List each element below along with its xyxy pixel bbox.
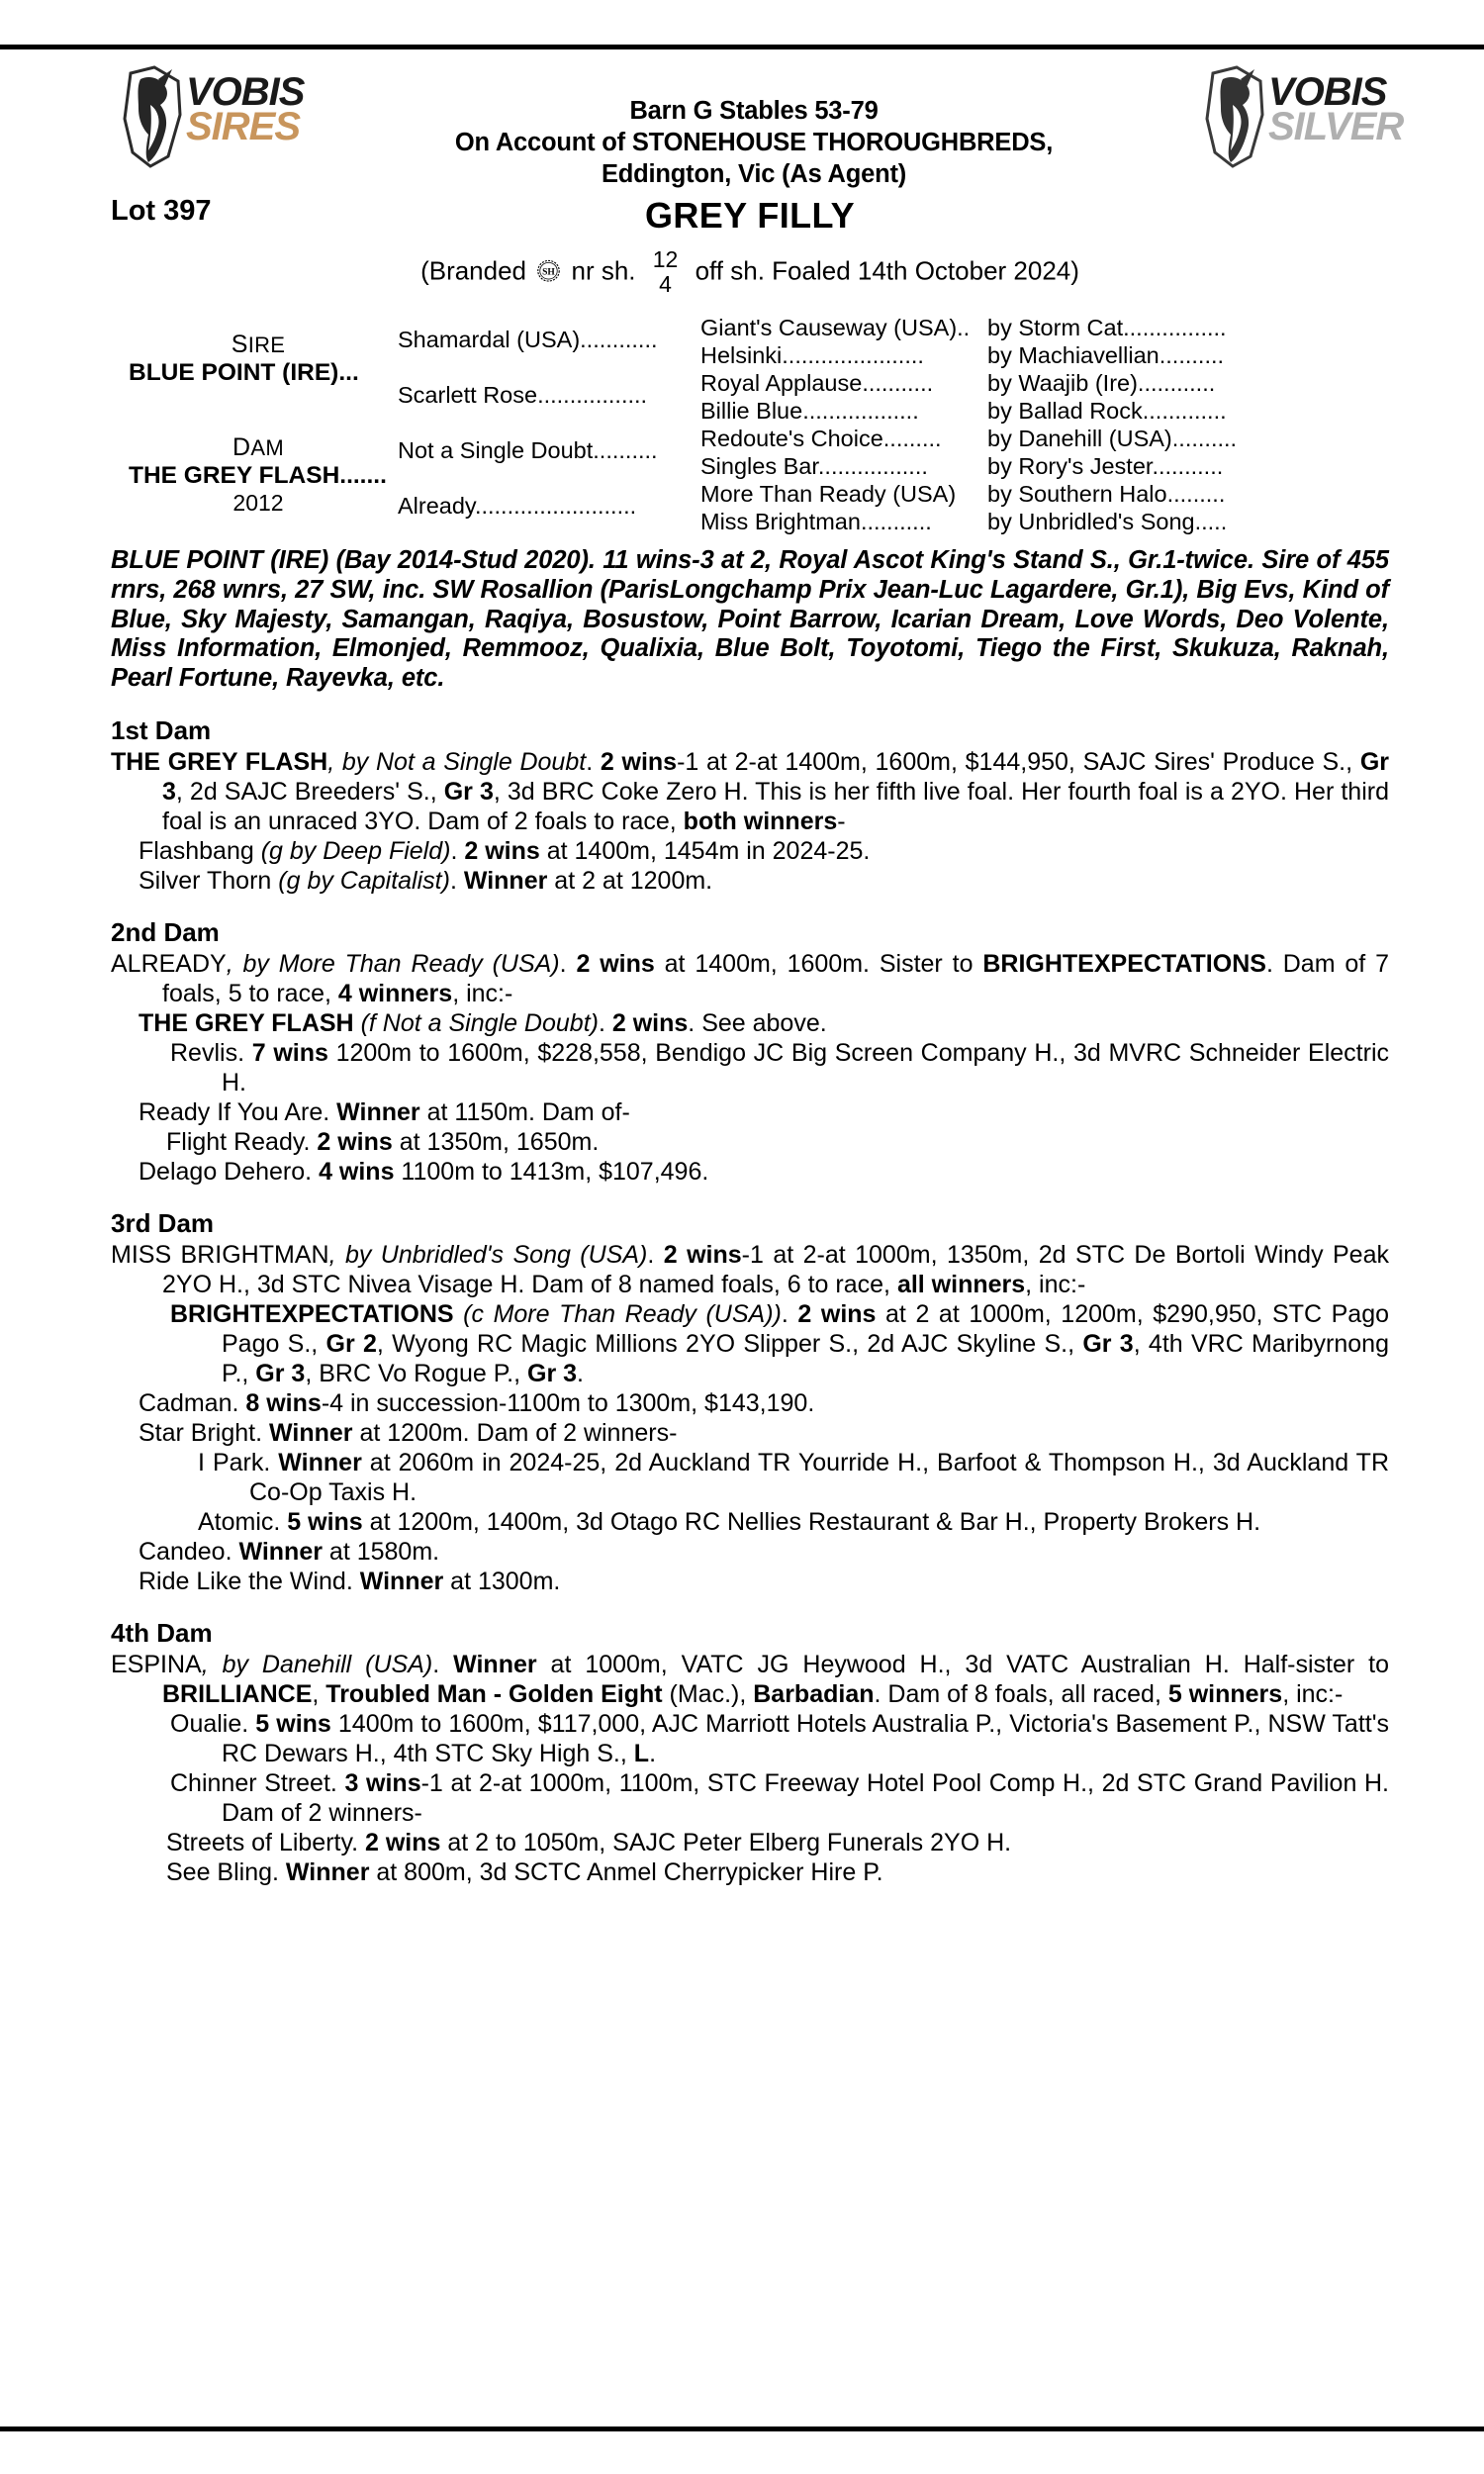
gen3-name: Miss Brightman........... — [700, 509, 932, 534]
brand-frac-denominator: 4 — [659, 271, 672, 297]
vobis-horse-mark-icon — [121, 65, 186, 168]
progeny-line: Chinner Street. 3 wins-1 at 2-at 1000m, 1100m, STC Freeway Hotel Pool Comp H., 2d STC Grand Pavilion H. Dam of 2 winners- — [170, 1769, 1390, 1828]
progeny-line: THE GREY FLASH (f Not a Single Doubt). 2 wins. See above. — [139, 1009, 827, 1038]
progeny-line: Ride Like the Wind. Winner at 1300m. — [139, 1568, 561, 1596]
pedigree-gen3-row — [700, 398, 1393, 426]
progeny-line: Silver Thorn (g by Capitalist). Winner at 2 at 1200m. — [139, 867, 713, 896]
top-divider-rule — [0, 45, 1484, 49]
sire-role-label: SIRE — [231, 331, 286, 358]
page-content — [111, 59, 1404, 1887]
second-dam-heading: 2nd Dam — [111, 917, 220, 948]
gen3-by: by Unbridled's Song..... — [987, 509, 1228, 534]
pedigree-gen3-row — [700, 370, 1393, 398]
brand-prefix: (Branded — [420, 255, 527, 286]
gen3-by: by Waajib (Ire)............ — [987, 370, 1216, 396]
lot-number: Lot 397 — [111, 195, 212, 227]
logo-word-sires: SIRES — [186, 105, 301, 149]
pedigree-gen3-row — [700, 426, 1393, 453]
progeny-line: Atomic. 5 wins at 1200m, 1400m, 3d Otago RC Nellies Restaurant & Bar H., Property Brokers H. — [198, 1508, 1261, 1537]
location-line: Eddington, Vic (As Agent) — [601, 160, 907, 189]
pedigree-gen3-row — [700, 481, 1393, 509]
fourth-dam-main: ESPINA, by Danehill (USA). Winner at 1000m, VATC JG Heywood H., 3d VATC Australian H. Half-sister to BRILLIANCE, Troubled Man - Golden Eight (Mac.), Barbadian. Dam of 8 foals, all raced, 5 winners, inc:- — [111, 1651, 1389, 1709]
pedigree-gen2-dam-dam: Already......................... — [398, 493, 637, 519]
progeny-line: Candeo. Winner at 1580m. — [139, 1538, 440, 1567]
pedigree-gen3-column — [700, 315, 1393, 536]
gen3-name: Royal Applause........... — [700, 370, 934, 396]
pedigree-table — [111, 305, 1389, 538]
progeny-line: Star Bright. Winner at 1200m. Dam of 2 winners- — [139, 1419, 678, 1448]
gen3-name: Helsinki...................... — [700, 342, 924, 368]
pedigree-dam-block — [129, 433, 388, 517]
fourth-dam-heading: 4th Dam — [111, 1618, 213, 1649]
pedigree-gen3-row — [700, 315, 1393, 342]
page-title: GREY FILLY — [644, 195, 856, 236]
progeny-line: Flashbang (g by Deep Field). 2 wins at 1400m, 1454m in 2024-25. — [139, 837, 871, 866]
gen3-by: by Ballad Rock............. — [987, 398, 1227, 424]
progeny-line: BRIGHTEXPECTATIONS (c More Than Ready (USA)). 2 wins at 2 at 1000m, 1200m, $290,950, STC Pago Pago S., Gr 2, Wyong RC Magic Millions 2YO Slipper S., 2d AJC Skyline S., Gr 3, 4th VRC Maribyrnong P., Gr 3, BRC Vo Rogue P., Gr 3. — [170, 1300, 1390, 1388]
brand-description-line — [111, 247, 1389, 299]
pedigree-sire-block — [129, 331, 388, 387]
gen3-by: by Storm Cat................ — [987, 315, 1227, 340]
account-line: On Account of STONEHOUSE THOROUGHBREDS, — [454, 129, 1054, 157]
gen3-by: by Rory's Jester........... — [987, 453, 1224, 479]
gen3-name: Billie Blue.................. — [700, 398, 919, 424]
logo-word-silver: SILVER — [1268, 105, 1404, 149]
sire-name: BLUE POINT (IRE)... — [129, 359, 359, 386]
logo-word-vobis: VOBIS — [186, 70, 305, 114]
pedigree-gen3-row — [700, 342, 1393, 370]
pedigree-gen2-dam-sire: Not a Single Doubt.......... — [398, 437, 658, 463]
pedigree-gen2-sire-sire: Shamardal (USA)............ — [398, 327, 658, 352]
barn-line: Barn G Stables 53-79 — [629, 97, 879, 125]
first-dam-main: THE GREY FLASH, by Not a Single Doubt. 2 wins-1 at 2-at 1400m, 1600m, $144,950, SAJC Sires' Produce S., Gr 3, 2d SAJC Breeders' S., Gr 3, 3d BRC Coke Zero H. This is her fifth live foal. Her fourth foal is a 2YO. Her third foal is an unraced 3YO. Dam of 2 foals to race, both winners- — [111, 748, 1389, 836]
third-dam-main: MISS BRIGHTMAN, by Unbridled's Song (USA). 2 wins-1 at 2-at 1000m, 1350m, 2d STC De Bortoli Windy Peak 2YO H., 3d STC Nivea Visage H. Dam of 8 named foals, 6 to race, all winners, inc:- — [111, 1241, 1389, 1299]
gen3-by: by Southern Halo......... — [987, 481, 1226, 507]
progeny-line: Streets of Liberty. 2 wins at 2 to 1050m, SAJC Peter Elberg Funerals 2YO H. — [166, 1829, 1012, 1857]
brand-frac-numerator: 12 — [652, 246, 679, 272]
third-dam-heading: 3rd Dam — [111, 1208, 215, 1239]
progeny-line: Revlis. 7 wins 1200m to 1600m, $228,558, Bendigo JC Big Screen Company H., 3d MVRC Schneider Electric H. — [170, 1039, 1390, 1097]
progeny-line: I Park. Winner at 2060m in 2024-25, 2d Auckland TR Yourride H., Barfoot & Thompson H., 3d Auckland TR Co-Op Taxis H. — [198, 1449, 1390, 1507]
page-header — [111, 59, 1404, 193]
first-dam-heading: 1st Dam — [111, 715, 212, 746]
progeny-line: See Bling. Winner at 800m, 3d SCTC Anmel Cherrypicker Hire P. — [166, 1858, 883, 1887]
progeny-line: Ready If You Are. Winner at 1150m. Dam of- — [139, 1098, 630, 1127]
pedigree-gen1-column — [129, 305, 388, 538]
gen3-name: Redoute's Choice......... — [700, 426, 942, 451]
svg-text:SH: SH — [542, 267, 556, 278]
gen3-name: Giant's Causeway (USA).. — [700, 315, 971, 340]
gen3-name: Singles Bar................. — [700, 453, 928, 479]
second-dam-main: ALREADY, by More Than Ready (USA). 2 wins at 1400m, 1600m. Sister to BRIGHTEXPECTATIONS. Dam of 7 foals, 5 to race, 4 winners, inc:- — [111, 950, 1389, 1008]
logo-word-vobis-silver: VOBIS — [1268, 70, 1387, 114]
gen3-by: by Danehill (USA).......... — [987, 426, 1238, 451]
brand-fraction — [653, 248, 679, 296]
dam-name: THE GREY FLASH....... — [129, 462, 387, 489]
lot-title-row — [111, 195, 1389, 242]
sh-brand-badge-icon — [535, 258, 562, 285]
pedigree-gen2-sire-dam: Scarlett Rose................. — [398, 382, 648, 408]
progeny-line: Delago Dehero. 4 wins 1100m to 1413m, $107,496. — [139, 1158, 709, 1187]
progeny-line: Flight Ready. 2 wins at 1350m, 1650m. — [166, 1128, 600, 1157]
sire-summary-paragraph: BLUE POINT (IRE) (Bay 2014-Stud 2020). 11 wins-3 at 2, Royal Ascot King's Stand S., Gr.1-twice. Sire of 455 rnrs, 268 wnrs, 27 SW, inc. SW Rosallion (ParisLongchamp Prix Jean-Luc Lagardere, Gr.1), Big Evs, Kind of Blue, Sky Majesty, Samangan, Raqiya, Bosustow, Point Barrow, Icarian Dream, Love Words, Deo Volente, Miss Information, Elmonjed, Remmooz, Qualixia, Blue Bolt, Toyotomi, Tiego the First, Skukuza, Raknah, Pearl Fortune, Rayevka, etc. — [111, 546, 1389, 693]
pedigree-gen3-row — [700, 509, 1393, 536]
progeny-line: Oualie. 5 wins 1400m to 1600m, $117,000, AJC Marriott Hotels Australia P., Victoria's Basement P., NSW Tatt's RC Dewars H., 4th STC Sky High S., L. — [170, 1710, 1389, 1768]
gen3-name: More Than Ready (USA) — [700, 481, 957, 507]
dam-year: 2012 — [232, 490, 284, 516]
pedigree-gen3-row — [700, 453, 1393, 481]
gen3-by: by Machiavellian.......... — [987, 342, 1225, 368]
bottom-divider-rule — [0, 2426, 1484, 2431]
dam-role-label: DAM — [232, 433, 284, 461]
brand-mid: nr sh. — [571, 255, 636, 286]
brand-suffix: off sh. Foaled 14th October 2024) — [695, 255, 1079, 286]
progeny-line: Cadman. 8 wins-4 in succession-1100m to 1300m, $143,190. — [139, 1389, 815, 1418]
consignment-header — [259, 95, 1249, 190]
